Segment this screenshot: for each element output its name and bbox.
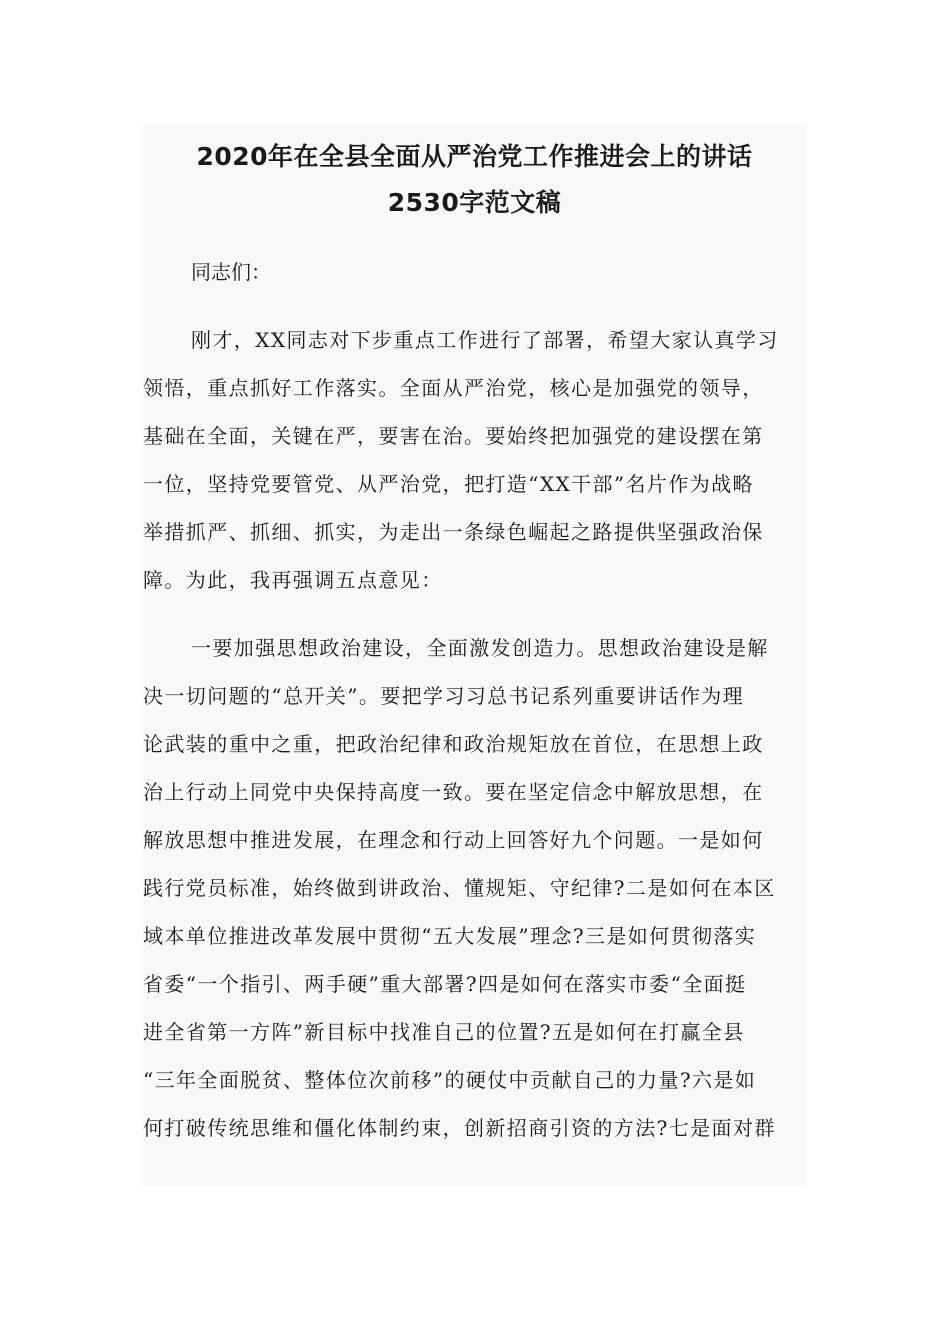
paragraph-line: “三年全面脱贫、整体位次前移”的硬仗中贡献自己的力量?六是如 — [143, 1068, 757, 1092]
salutation: 同志们： — [191, 260, 271, 284]
paragraph-line: 解放思想中推进发展，在理念和行动上回答好九个问题。一是如何 — [143, 828, 764, 852]
paragraph-line: 刚才，XX同志对下步重点工作进行了部署，希望大家认真学习 — [191, 328, 779, 352]
title-line-1: 2020年在全县全面从严治党工作推进会上的讲话 — [196, 142, 753, 171]
document-title — [143, 124, 806, 226]
paragraph-line: 基础在全面，关键在严，要害在治。要始终把加强党的建设摆在第 — [143, 424, 764, 448]
paragraph-line: 何打破传统思维和僵化体制约束，创新招商引资的方法?七是面对群 — [143, 1116, 776, 1140]
paragraph-line: 治上行动上同党中央保持高度一致。要在坚定信念中解放思想，在 — [143, 780, 764, 804]
paragraph-2 — [143, 624, 806, 1152]
document-page — [143, 124, 806, 1186]
paragraph-line: 论武装的重中之重，把政治纪律和政治规矩放在首位，在思想上政 — [143, 732, 764, 756]
paragraph-line: 举措抓严、抓细、抓实，为走出一条绿色崛起之路提供坚强政治保 — [143, 520, 764, 544]
paragraph-line: 进全省第一方阵”新目标中找准自己的位置?五是如何在打赢全县 — [143, 1020, 745, 1044]
paragraph-line: 一位，坚持党要管党、从严治党，把打造“XX干部”名片作为战略 — [143, 472, 754, 496]
paragraph-line: 践行党员标准，始终做到讲政治、懂规矩、守纪律?二是如何在本区 — [143, 876, 776, 900]
paragraph-1 — [143, 316, 806, 604]
paragraph-line: 决一切问题的“总开关”。要把学习习总书记系列重要讲话作为理 — [143, 684, 745, 708]
paragraph-line: 障。为此，我再强调五点意见： — [143, 568, 443, 592]
paragraph-line: 省委“一个指引、两手硬”重大部署?四是如何在落实市委“全面挺 — [143, 972, 747, 996]
title-line-2: 2530字范文稿 — [387, 188, 562, 217]
paragraph-line: 一要加强思想政治建设，全面激发创造力。思想政治建设是解 — [191, 636, 769, 660]
paragraph-line: 域本单位推进改革发展中贯彻“五大发展”理念?三是如何贯彻落实 — [143, 924, 757, 948]
paragraph-line: 领悟，重点抓好工作落实。全面从严治党，核心是加强党的领导， — [143, 376, 764, 400]
